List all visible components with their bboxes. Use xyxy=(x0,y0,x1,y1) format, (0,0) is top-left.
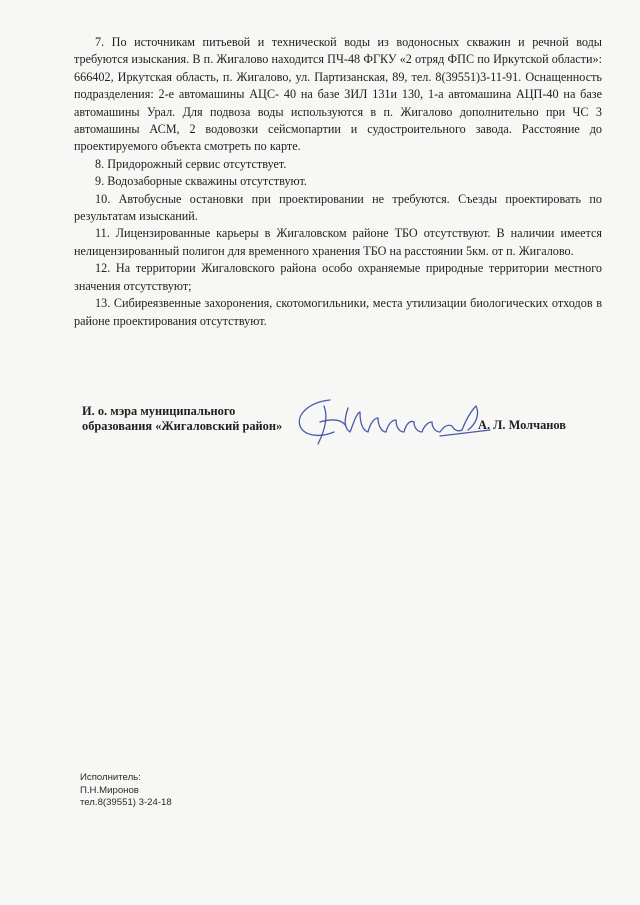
paragraph-8: 8. Придорожный сервис отсутствует. xyxy=(95,156,287,171)
paragraph-12: 12. На территории Жигаловского района особо охраняемые природные территории местного значения отсутствуют; xyxy=(74,261,602,293)
document-body xyxy=(74,34,602,330)
executor-block xyxy=(80,772,172,810)
signatory-position xyxy=(82,404,282,434)
paragraph-9: 9. Водозаборные скважины отсутствуют. xyxy=(95,174,307,189)
paragraph-13: 13. Сибиреязвенные захоронения, скотомогильники, места утилизации биологических отходов в районе проектирования отсутствуют. xyxy=(74,296,602,328)
signatory-position-line1: И. о. мэра муниципального xyxy=(82,404,236,418)
paragraph-7: 7. По источникам питьевой и технической воды из водоносных скважин и речной воды требуются изыскания. В п. Жигалово находится ПЧ-48 ФГКУ «2 отряд ФПС по Иркутской области»: 666402, Иркутская область, п. Жигалово, ул. Партизанская, 89, тел. 8(39551)3-11-91. Оснащенность подразделения: 2-е автомашины АЦС- 40 на базе ЗИЛ 131и 130, 1-а автомашина АЦП-40 на базе автомашины Урал. Для подвоза воды используются в п. Жигалово дополнительно при ЧС 3 автомашины АСМ, 2 водовозки сейсмопартии и судостроительного завода. Расстояние до проектируемого объекта смотреть по карте. xyxy=(74,35,602,154)
signatory-position-line2: образования «Жигаловский район» xyxy=(82,419,283,433)
executor-name: П.Н.Миронов xyxy=(80,784,139,796)
paragraph-10: 10. Автобусные остановки при проектировании не требуются. Съезды проектировать по результатам изысканий. xyxy=(74,191,602,224)
signatory-name: А. Л. Молчанов xyxy=(478,418,566,432)
handwritten-signature xyxy=(290,392,500,452)
executor-phone: тел.8(39551) 3-24-18 xyxy=(80,797,172,809)
executor-label: Исполнитель: xyxy=(80,772,141,783)
paragraph-11: 11. Лицензированные карьеры в Жигаловском районе ТБО отсутствуют. В наличии имеется нелицензированный полигон для временного хранения ТБО на расстоянии 5км. от п. Жигалово. xyxy=(74,226,602,258)
